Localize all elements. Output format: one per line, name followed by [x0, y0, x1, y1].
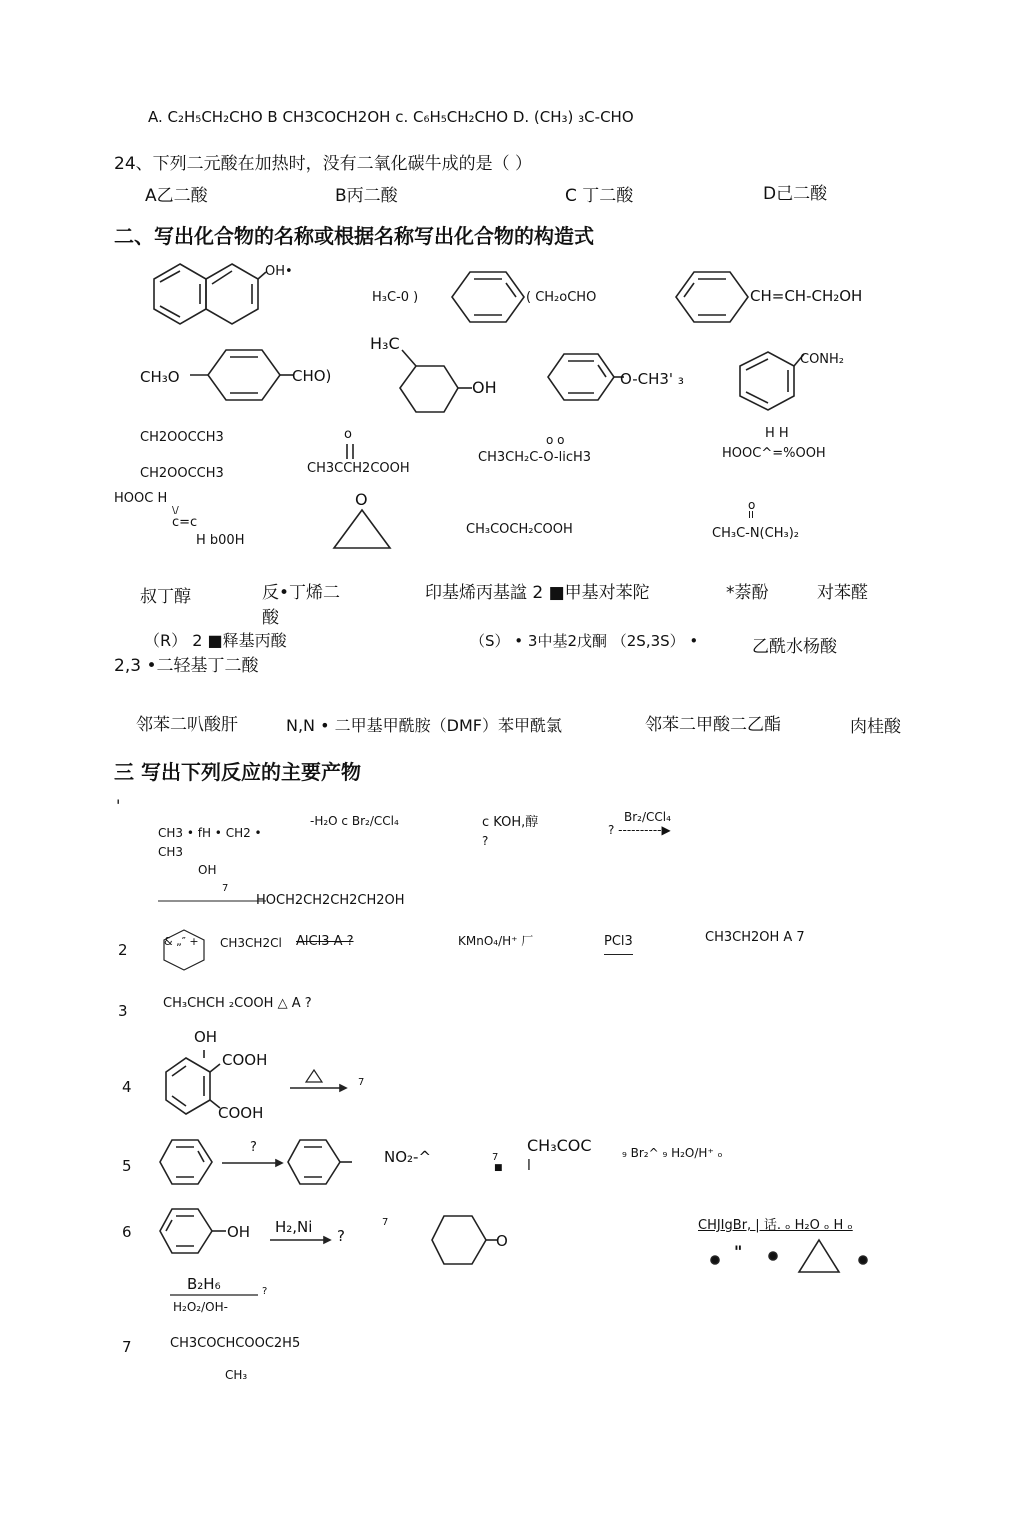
dma-double-bond: II: [748, 510, 754, 521]
r6-h2o2: H₂O₂/OH-: [173, 1300, 228, 1314]
name-2: 反•丁烯二: [262, 583, 341, 603]
anhydride-o: o o: [546, 433, 565, 447]
r4-oh: OH: [194, 1028, 218, 1046]
naphthol-label: OH•: [265, 264, 293, 279]
name-8: 乙酰水杨酸: [752, 637, 837, 657]
ketoacid-double-bond: [344, 444, 356, 460]
r1-reactant-2: CH3: [158, 845, 184, 859]
anisole-right: ( CH₂oCHO: [526, 290, 597, 305]
r1-arrow: ? ----------▶: [608, 823, 671, 837]
r1-cond-3: Br₂/CCl₄: [624, 810, 671, 824]
r6-number: 6: [122, 1223, 132, 1241]
cyclohexanol-methyl: H₃C: [370, 334, 400, 353]
methoxy-right: CHO): [292, 367, 332, 385]
r5-benzene-1: [158, 1138, 214, 1188]
r4-heat-arrow: [290, 1068, 346, 1092]
r6-phenol-ring: [158, 1207, 230, 1257]
r2-cond-2: KMnO₄/H⁺ 厂: [458, 934, 534, 948]
ketoacid-label: CH3CCH2COOH: [307, 461, 410, 476]
anhydride-label: CH3CH₂C-O-licH3: [478, 450, 592, 465]
diester-line1: CH2OOCCH3: [140, 430, 224, 445]
r1-line: [158, 899, 268, 903]
r7-text: CH3COCHCOOC2H5: [170, 1336, 301, 1351]
maleic-label: HOOC^=%OOH: [722, 446, 826, 461]
r6-question: ?: [337, 1227, 345, 1245]
name-5: 对苯醛: [817, 583, 868, 603]
r5-number: 5: [122, 1157, 132, 1175]
diester-line2: CH2OOCCH3: [140, 466, 224, 481]
r6-seven: 7: [382, 1217, 389, 1228]
r6-cond-1: H₂,Ni: [275, 1218, 313, 1236]
ketoacid-o: o: [344, 427, 352, 442]
name-9: 2,3 •二轻基丁二酸: [114, 656, 259, 676]
section2-heading: 二、写出化合物的名称或根据名称写出化合物的构造式: [114, 224, 594, 248]
r1-tick: ': [116, 796, 121, 815]
r4-cooh-1: COOH: [222, 1051, 268, 1069]
r2-number: 2: [118, 941, 128, 959]
r6-b2h6: B₂H₆: [187, 1275, 221, 1293]
q24-option-b: B丙二酸: [335, 186, 398, 206]
cyclohexanol-oh: OH: [472, 378, 497, 397]
benzene-ring-2: [674, 270, 754, 324]
name-10: 邻苯二叭酸肝: [136, 715, 238, 735]
r2-cond-3: PCl3: [604, 934, 633, 955]
r5-seven: 7: [492, 1152, 499, 1163]
phenyl-ether-label: O-CH3' ₃: [620, 370, 684, 388]
name-12: 邻苯二甲酸二乙酯: [645, 715, 781, 735]
naphthalene-structure: [150, 262, 270, 326]
anisole-left: H₃C-0 ): [372, 290, 419, 305]
r1-reactant-3: OH: [198, 863, 217, 877]
r3-text: CH₃CHCH ₂COOH △ A ?: [163, 996, 312, 1011]
r2-cond-4: CH3CH2OH A 7: [705, 930, 805, 945]
benzene-ring-3: [190, 348, 300, 402]
r6-quote: ": [734, 1242, 743, 1261]
r4-seven: 7: [358, 1077, 365, 1088]
maleic-h: H H: [765, 426, 789, 441]
benzamide-label: CONH₂: [800, 352, 845, 367]
methoxy-left: CH₃O: [140, 368, 180, 386]
r6-dots-triangle: [705, 1238, 875, 1276]
r2-benzene-mark: & „″ +: [164, 935, 199, 948]
fumaric-line1: HOOC H: [114, 491, 168, 506]
name-4: *萘酚: [726, 583, 769, 603]
r2-cond-1: AlCl3 A ?: [296, 934, 354, 949]
r6-cyclohexanone-ring: [430, 1214, 500, 1266]
name-2b: 酸: [262, 608, 279, 628]
r7-number: 7: [122, 1338, 132, 1356]
name-13: 肉桂酸: [850, 717, 901, 737]
r5-benzene-2: [286, 1138, 356, 1188]
fumaric-line3: H b00H: [196, 533, 245, 548]
name-3: 印基烯丙基諡 2 ■甲基对苯陀: [425, 583, 650, 603]
r1-cond-2b: ?: [482, 834, 489, 848]
r2-reagent: CH3CH2Cl: [220, 936, 282, 950]
q24-option-c: C 丁二酸: [565, 186, 634, 206]
r1-product: HOCH2CH2CH2CH2OH: [256, 893, 405, 908]
r5-acyl-2: l: [527, 1158, 531, 1174]
r1-reactant-1: CH3 • fH • CH2 •: [158, 826, 262, 840]
section3-heading: 三 写出下列反应的主要产物: [114, 760, 361, 784]
name-7: （S） • 3中基2戊酮 （2S,3S） •: [470, 632, 699, 650]
name-1: 叔丁醇: [140, 587, 191, 607]
dma-label: CH₃C-N(CH₃)₂: [712, 526, 799, 541]
r6-ketone-o: O: [496, 1232, 508, 1250]
dma-o: o: [748, 498, 756, 512]
cinnamyl-label: CH=CH-CH₂OH: [750, 287, 863, 305]
name-11: N,N • 二甲基甲酰胺（DMF）苯甲酰氯: [286, 716, 562, 735]
r5-no2: NO₂-^: [384, 1148, 432, 1166]
q24-question: 24、下列二元酸在加热时，没有二氧化碳牛成的是（ ）: [114, 154, 533, 174]
q24-option-d: D己二酸: [763, 184, 828, 204]
epoxide-ring: [332, 508, 394, 550]
r6-oh: OH: [227, 1223, 251, 1241]
benzene-ring-4: [546, 352, 626, 402]
r5-acyl-1: CH₃COC: [527, 1136, 592, 1155]
r6-line-2: [170, 1293, 260, 1297]
epoxide-o: O: [355, 490, 368, 509]
acetoacetic-label: CH₃COCH₂COOH: [466, 522, 573, 537]
r5-question: ?: [250, 1140, 257, 1155]
benzene-ring-1: [450, 270, 530, 324]
r1-cond-2: c KOH,醇: [482, 815, 539, 830]
fumaric-bond-mark: \/: [172, 505, 179, 516]
q24-option-a: A乙二酸: [145, 186, 208, 206]
r6-question-2: ?: [262, 1286, 268, 1297]
r4-cooh-2: COOH: [218, 1104, 264, 1122]
name-6: （R） 2 ■释基丙酸: [144, 631, 287, 650]
r4-number: 4: [122, 1078, 132, 1096]
r5-cond: ₉ Br₂^ ₉ H₂O/H⁺ ₒ: [622, 1146, 723, 1160]
r6-arrow: [270, 1236, 330, 1244]
q23-options: A. C₂H₅CH₂CHO B CH3COCH2OH c. C₆H₅CH₂CHO D. (CH₃) ₃C-CHO: [148, 108, 634, 126]
r3-number: 3: [118, 1002, 128, 1020]
r5-dot: ■: [494, 1163, 503, 1173]
r7-sub: CH₃: [225, 1368, 248, 1382]
r1-cond-1: -H₂O c Br₂/CCl₄: [310, 814, 399, 828]
r1-seven: 7: [222, 883, 229, 894]
fumaric-line2: c=c: [172, 515, 198, 530]
r6-grignard: CHJIgBr, | 话. ₒ H₂O ₒ H ₒ: [698, 1218, 853, 1233]
r5-arrow: [222, 1158, 282, 1168]
cyclohexane-ring-1: [396, 350, 476, 416]
